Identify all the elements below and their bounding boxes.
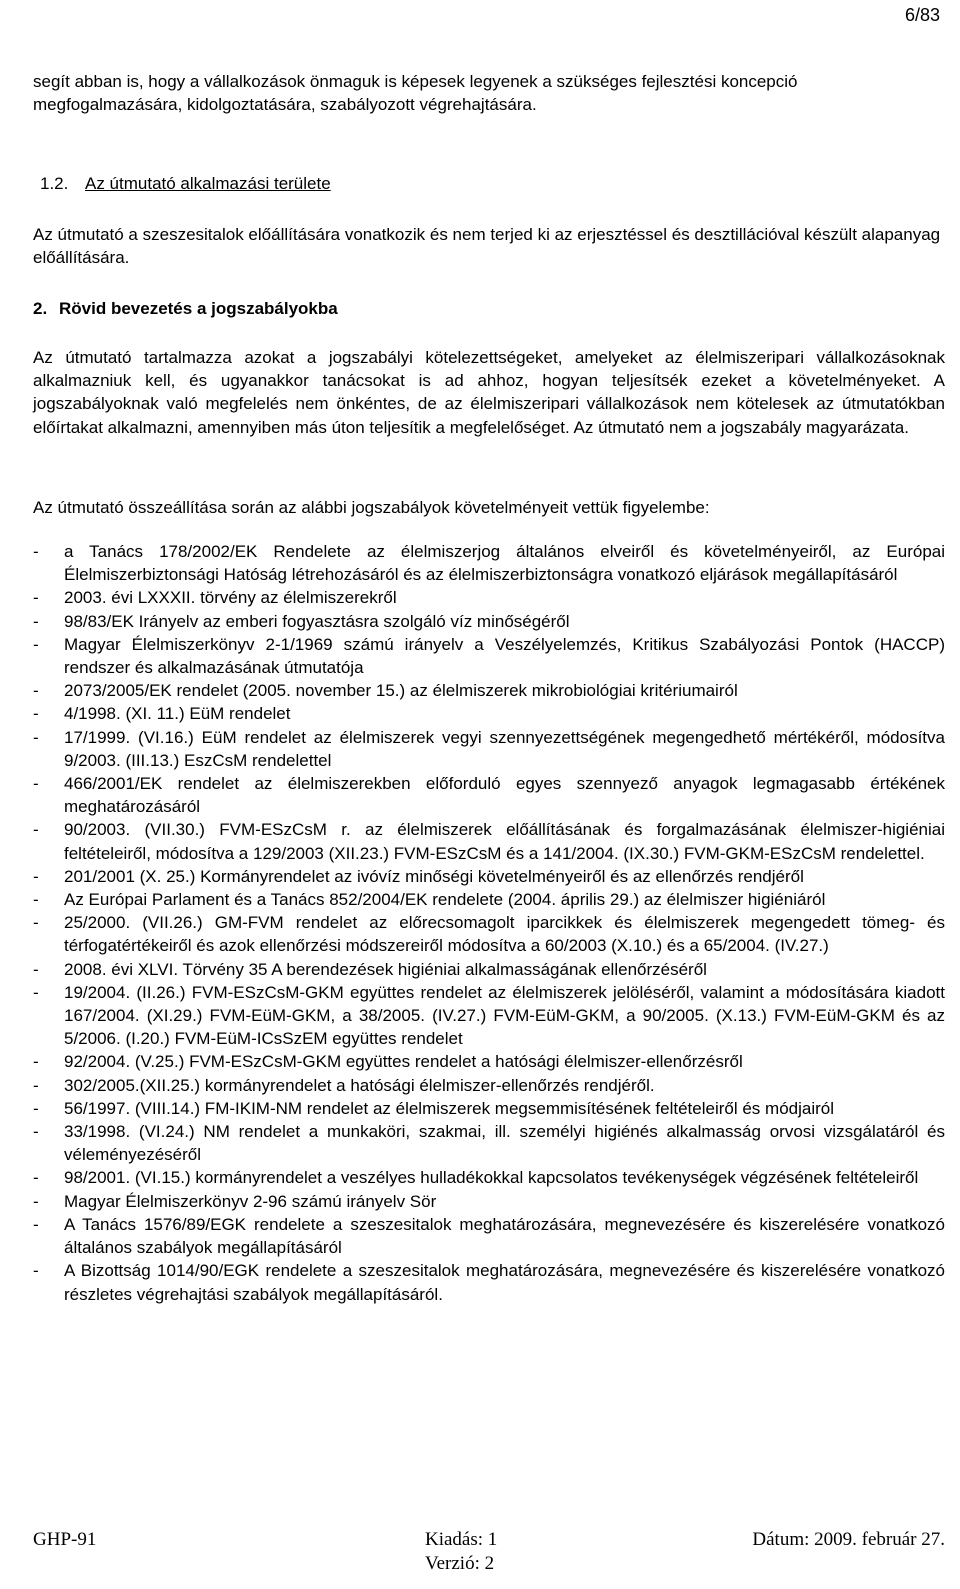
list-dash: - xyxy=(33,1075,39,1095)
list-item-text: a Tanács 178/2002/EK Rendelete az élelmiszerjog általános elveiről és követelményeiről, az Európai Élelmiszerbiztonsági Hatóság létrehozásáról és az élelmiszerbiztonságra vonatkozó eljárások megállapításáról xyxy=(64,542,945,585)
list-dash: - xyxy=(33,588,39,608)
list-item-text: 56/1997. (VIII.14.) FM-IKIM-NM rendelet az élelmiszerek megsemmisítésének feltételeiről és módjairól xyxy=(64,1098,835,1118)
list-item xyxy=(33,586,945,609)
list-item-text: Magyar Élelmiszerkönyv 2-96 számú irányelv Sör xyxy=(64,1191,437,1211)
list-dash: - xyxy=(33,890,39,910)
list-item-text: 33/1998. (VI.24.) NM rendelet a munkaköri, szakmai, ill. személyi higiénés alkalmasság orvosi vizsgálatáról és véleményezéséről xyxy=(64,1122,945,1165)
list-item-text: 92/2004. (V.25.) FVM-ESzCsM-GKM együttes rendelet a hatósági élelmiszer-ellenőrzésről xyxy=(64,1052,743,1072)
list-item xyxy=(33,679,945,702)
list-item xyxy=(33,981,945,1051)
list-item xyxy=(33,1120,945,1166)
list-dash: - xyxy=(33,1122,39,1142)
list-item-text: A Tanács 1576/89/EGK rendelete a szeszesitalok meghatározására, megnevezésére és kiszerelésére vonatkozó általános szabályok megállapításáról xyxy=(64,1214,945,1258)
section-heading-1-2 xyxy=(40,172,331,195)
list-dash: - xyxy=(33,681,39,701)
intro-paragraph: segít abban is, hogy a vállalkozások önmaguk is képesek legyenek a szükséges fejlesztési koncepció megfogalmazására, kidolgoztatására, szabályozott végrehajtására. xyxy=(33,72,798,115)
list-item-text: 90/2003. (VII.30.) FVM-ESzCsM r. az élelmiszerek előállításának és forgalmazásának élelmiszer-higiéniai feltételeiről, módosítva a 129/2003 (XII.23.) FVM-ESzCsM és a 141/2004. (IX.30.) FVM-GKM-ESzCsM rendelettel. xyxy=(64,820,945,863)
list-item xyxy=(33,818,945,864)
list-dash: - xyxy=(33,913,39,933)
section-heading-2 xyxy=(33,297,338,320)
list-dash: - xyxy=(33,704,39,724)
list-item-text: A Bizottság 1014/90/EGK rendelete a szeszesitalok meghatározására, megnevezésére és kiszerelésére vonatkozó részletes végrehajtási szabályok megállapításáról. xyxy=(64,1261,945,1304)
list-dash: - xyxy=(33,982,39,1002)
list-dash: - xyxy=(33,1214,39,1234)
list-item xyxy=(33,1213,945,1259)
footer-doc-code: GHP-91 xyxy=(33,1529,97,1550)
list-item-text: 25/2000. (VII.26.) GM-FVM rendelet az előrecsomagolt iparcikkek és élelmiszerek megengedett tömeg- és térfogatértékeiről és azok ellenőrzési módszereiről módosítva a 60/2003 (X.10.) és a 65/2004. (IV.27.) xyxy=(64,913,945,956)
list-dash: - xyxy=(33,611,39,631)
list-item-text: 98/83/EK Irányelv az emberi fogyasztásra szolgáló víz minőségéről xyxy=(64,611,570,631)
list-item xyxy=(33,1097,945,1120)
section-number: 2. xyxy=(33,299,48,318)
list-dash: - xyxy=(33,634,39,654)
list-item-text: 201/2001 (X. 25.) Kormányrendelet az ivóvíz minőségi követelményeiről és az ellenőrzés rendjéről xyxy=(64,866,804,886)
list-item xyxy=(33,1074,945,1097)
list-dash: - xyxy=(33,1098,39,1118)
list-item xyxy=(33,911,945,957)
list-item xyxy=(33,726,945,772)
list-item-text: 19/2004. (II.26.) FVM-ESzCsM-GKM együttes rendelet az élelmiszerek jelöléséről, valamint a módosítására kiadott 167/2004. (XI.29.) FVM-EüM-GKM, a 38/2005. (IV.27.) FVM-EüM-GKM, a 90/2005. (X.13.) FVM-EüM-GKM és az 5/2006. (I.20.) FVM-EüM-ICsSzEM együttes rendelet xyxy=(64,982,945,1049)
list-item xyxy=(33,1190,945,1213)
list-item xyxy=(33,702,945,725)
list-dash: - xyxy=(33,542,39,561)
list-item xyxy=(33,633,945,679)
list-item-text: 4/1998. (XI. 11.) EüM rendelet xyxy=(64,704,291,724)
list-item-text: 466/2001/EK rendelet az élelmiszerekben előforduló egyes szennyező anyagok legmagasabb értékének meghatározásáról xyxy=(64,774,945,817)
list-dash: - xyxy=(33,820,39,840)
list-dash: - xyxy=(33,727,39,747)
section-title: Az útmutató alkalmazási területe xyxy=(85,174,331,193)
list-dash: - xyxy=(33,866,39,886)
list-dash: - xyxy=(33,774,39,794)
list-item xyxy=(33,888,945,911)
footer-date: Dátum: 2009. február 27. xyxy=(752,1529,945,1550)
list-item-text: Az Európai Parlament és a Tanács 852/2004/EK rendelete (2004. április 29.) az élelmiszer higiéniáról xyxy=(64,890,826,910)
list-item-text: 2003. évi LXXXII. törvény az élelmiszerekről xyxy=(64,588,397,608)
section-number: 1.2. xyxy=(40,174,69,193)
list-item xyxy=(33,1166,945,1189)
list-item xyxy=(33,1050,945,1073)
list-item xyxy=(33,865,945,888)
page-number: 6/83 xyxy=(904,5,940,25)
scope-paragraph: Az útmutató a szeszesitalok előállítására vonatkozik és nem terjed ki az erjesztéssel és desztillációval készült alapanyag előállítására. xyxy=(33,225,941,268)
list-dash: - xyxy=(33,1191,39,1211)
section-title: Rövid bevezetés a jogszabályokba xyxy=(59,299,338,318)
list-item-text: Magyar Élelmiszerkönyv 2-1/1969 számú irányelv a Veszélyelemzés, Kritikus Szabályozási Pontok (HACCP) rendszer és alkalmazásának útmutatója xyxy=(64,634,945,678)
list-dash: - xyxy=(33,1052,39,1072)
list-item-text: 2073/2005/EK rendelet (2005. november 15.) az élelmiszerek mikrobiológiai kritériumairól xyxy=(64,681,738,701)
list-item xyxy=(33,610,945,633)
list-item-text: 2008. évi XLVI. Törvény 35 A berendezések higiéniai alkalmasságának ellenőrzéséről xyxy=(64,959,707,979)
footer-edition: Kiadás: 1 xyxy=(425,1529,498,1550)
list-item-text: 98/2001. (VI.15.) kormányrendelet a veszélyes hulladékokkal kapcsolatos tevékenységek végzésének feltételeiről xyxy=(64,1168,919,1188)
regulations-lead-paragraph: Az útmutató összeállítása során az alábbi jogszabályok követelményeit vettük figyelembe: xyxy=(33,498,710,517)
list-item xyxy=(33,772,945,818)
intro-legal-paragraph: Az útmutató tartalmazza azokat a jogszabályi kötelezettségeket, amelyeket az élelmiszeripari vállalkozásoknak alkalmazniuk kell, és ugyanakkor tanácsokat is ad ahhoz, hogyan teljesítsék ezeket a követelményeket. A jogszabályoknak való megfelelés nem önkéntes, de az élelmiszeripari vállalkozások nem kötelesek az útmutatókban előírtakat alkalmazni, amennyiben más úton teljesítik a megfelelőséget. Az útmutató nem a jogszabály magyarázata. xyxy=(33,348,945,437)
list-item xyxy=(33,958,945,981)
list-item xyxy=(33,1259,945,1305)
list-dash: - xyxy=(33,1261,39,1281)
footer-version: Verzió: 2 xyxy=(425,1553,495,1574)
list-item-text: 17/1999. (VI.16.) EüM rendelet az élelmiszerek vegyi szennyezettségének megengedhető mértékéről, módosítva 9/2003. (III.13.) EszCsM rendelettel xyxy=(64,727,945,770)
list-item xyxy=(33,540,945,586)
list-dash: - xyxy=(33,1168,39,1188)
list-dash: - xyxy=(33,959,39,979)
list-item-text: 302/2005.(XII.25.) kormányrendelet a hatósági élelmiszer-ellenőrzés rendjéről. xyxy=(64,1075,655,1095)
regulations-list xyxy=(33,540,945,1306)
